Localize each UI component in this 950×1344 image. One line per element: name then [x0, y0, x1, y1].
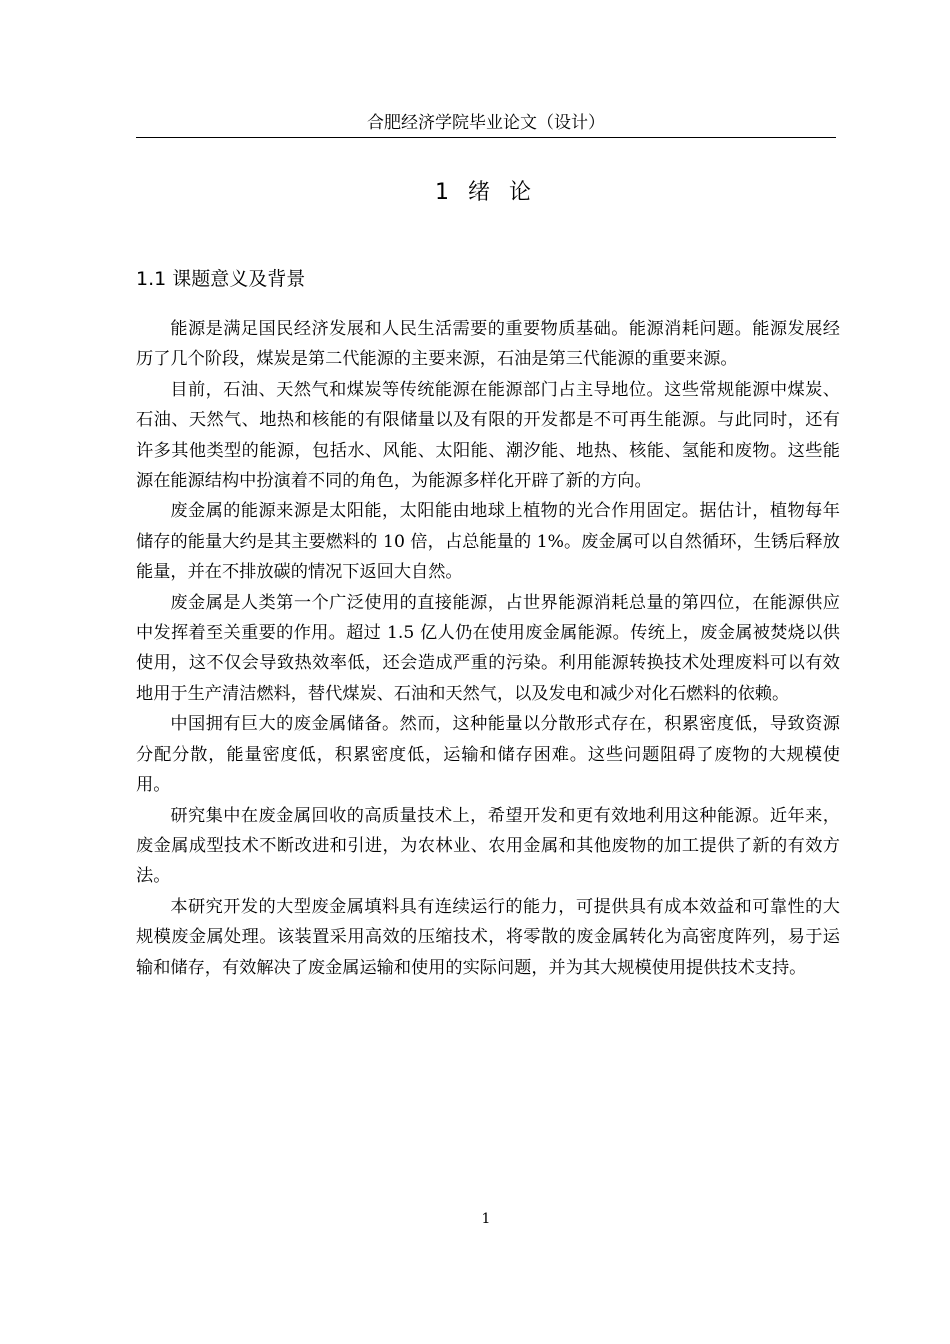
- paragraph: 废金属是人类第一个广泛使用的直接能源，占世界能源消耗总量的第四位，在能源供应中发挥着至关重要的作用。超过 1.5 亿人仍在使用废金属能源。传统上，废金属被焚烧以供使用，这不仅会导致热效率低，还会造成严重的污染。利用能源转换技术处理废料可以有效地用于生产清洁燃料，替代煤炭、石油和天然气，以及发电和减少对化石燃料的依赖。: [136, 592, 840, 704]
- chapter-title: 1 绪 论: [435, 180, 537, 205]
- page-number: 1: [481, 1211, 491, 1227]
- body-text: [136, 314, 840, 983]
- paragraph: 研究集中在废金属回收的高质量技术上，希望开发和更有效地利用这种能源。近年来，废金属成型技术不断改进和引进，为农林业、农用金属和其他废物的加工提供了新的有效方法。: [136, 805, 840, 887]
- paragraph: 能源是满足国民经济发展和人民生活需要的重要物质基础。能源消耗问题。能源发展经历了几个阶段，煤炭是第二代能源的主要来源，石油是第三代能源的重要来源。: [136, 319, 840, 370]
- section-title: 1.1 课题意义及背景: [136, 268, 306, 290]
- header-rule: [136, 137, 836, 138]
- paragraph: 本研究开发的大型废金属填料具有连续运行的能力，可提供具有成本效益和可靠性的大规模废金属处理。该装置采用高效的压缩技术，将零散的废金属转化为高密度阵列，易于运输和储存，有效解决了废金属运输和使用的实际问题，并为其大规模使用提供技术支持。: [136, 896, 840, 978]
- paragraph: 废金属的能源来源是太阳能，太阳能由地球上植物的光合作用固定。据估计，植物每年储存的能量大约是其主要燃料的 10 倍，占总能量的 1%。废金属可以自然循环，生锈后释放能量，并在不排放碳的情况下返回大自然。: [136, 501, 840, 583]
- paragraph: 中国拥有巨大的废金属储备。然而，这种能量以分散形式存在，积累密度低，导致资源分配分散，能量密度低，积累密度低，运输和储存困难。这些问题阻碍了废物的大规模使用。: [136, 714, 840, 796]
- running-header: 合肥经济学院毕业论文（设计）: [367, 113, 605, 133]
- paragraph: 目前，石油、天然气和煤炭等传统能源在能源部门占主导地位。这些常规能源中煤炭、石油、天然气、地热和核能的有限储量以及有限的开发都是不可再生能源。与此同时，还有许多其他类型的能源，包括水、风能、太阳能、潮汐能、地热、核能、氢能和废物。这些能源在能源结构中扮演着不同的角色，为能源多样化开辟了新的方向。: [136, 379, 840, 492]
